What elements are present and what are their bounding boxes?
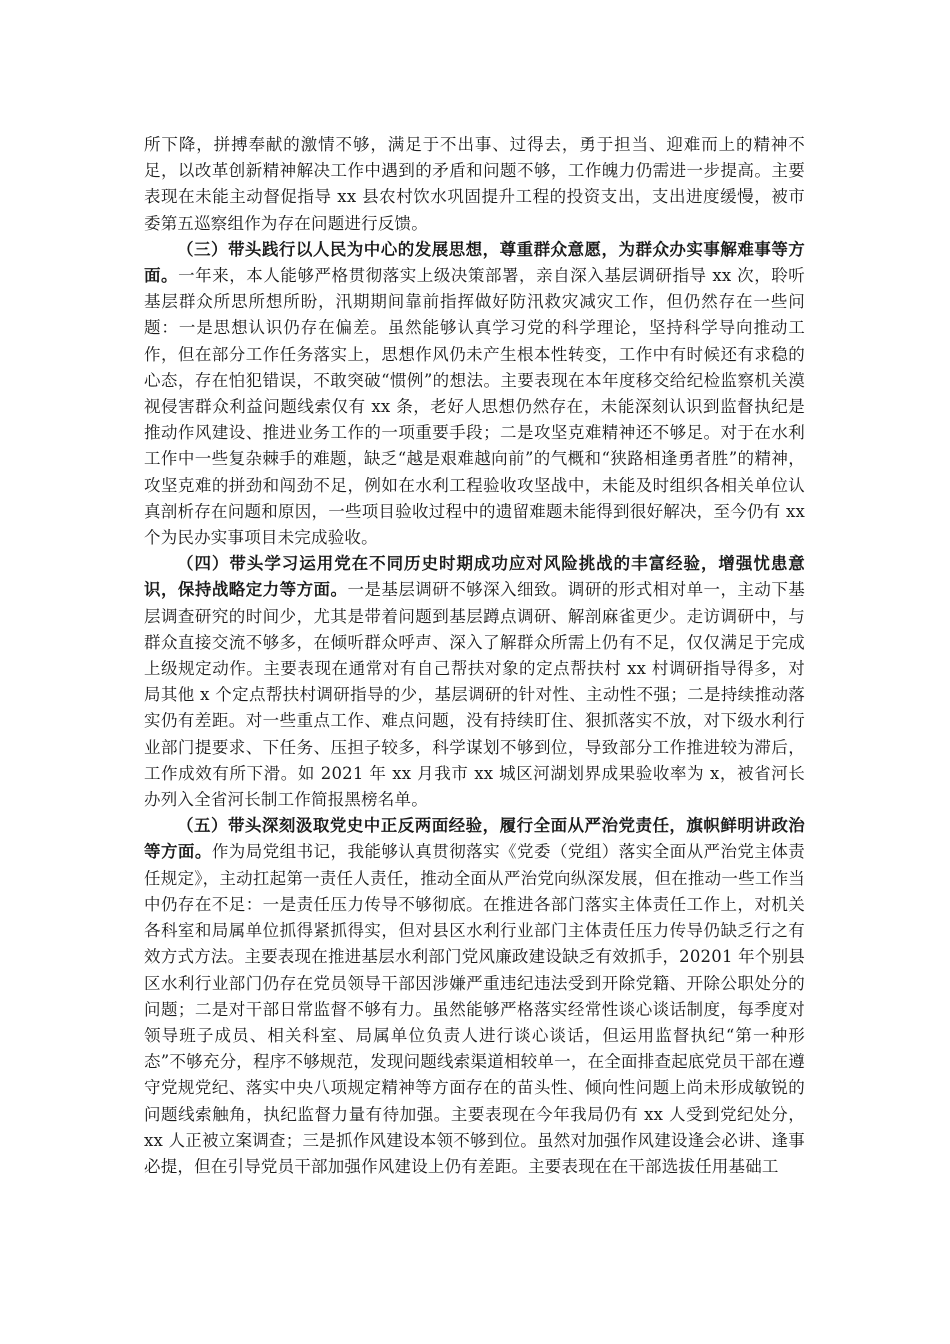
paragraph-text: 一是基层调研不够深入细致。调研的形式相对单一，主动下基层调查研究的时间少，尤其是带着问题到基层蹲点调研、解剖麻雀更少。走访调研中，与群众直接交流不够多，在倾听群众呼声、深入了解群众所需上仍有不足，仅仅满足于完成上级规定动作。主要表现在通常对有自己帮扶对象的定点帮扶村 xx 村调研指导得多，对局其他 x 个定点帮扶村调研指导的少，基层调研的针对性、主动性不强；二是持续推动落实仍有差距。对一些重点工作、难点问题，没有持续盯住、狠抓落实不放，对下级水利行业部门提要求、下任务、压担子较多，科学谋划不够到位，导致部分工作推进较为滞后，工作成效有所下滑。如 2021 年 xx 月我市 xx 城区河湖划界成果验收率为 x，被省河长办列入全省河长制工作简报黑榜名单。 <box>144 580 805 810</box>
paragraph-text: 作为局党组书记，我能够认真贯彻落实《党委（党组）落实全面从严治党主体责任规定》，主动扛起第一责任人责任，推动全面从严治党向纵深发展，但在推动一些工作当中仍存在不足：一是责任压力传导不够彻底。在推进各部门落实主体责任工作上，对机关各科室和局属单位抓得紧抓得实，但对县区水利行业部门主体责任压力传导仍缺乏行之有效方式方法。主要表现在推进基层水利部门党风廉政建设缺乏有效抓手，20201 年个别县区水利行业部门仍存在党员领导干部因涉嫌严重违纪违法受到开除党籍、开除公职处分的问题；二是对干部日常监督不够有力。虽然能够严格落实经常性谈心谈话制度，每季度对领导班子成员、相关科室、局属单位负责人进行谈心谈话，但运用监督执纪“第一种形态”不够充分，程序不够规范，发现问题线索渠道相较单一，在全面排查起底党员干部在遵守党规党纪、落实中央八项规定精神等方面存在的苗头性、倾向性问题上尚未形成敏锐的问题线索触角，执纪监督力量有待加强。主要表现在今年我局仍有 xx 人受到党纪处分，xx 人正被立案调查；三是抓作风建设本领不够到位。虽然对加强作风建设逢会必讲、逢事必提，但在引导党员干部加强作风建设上仍有差距。主要表现在在干部选拔任用基础工 <box>144 842 805 1176</box>
paragraph-section-5 <box>144 813 805 1180</box>
document-body <box>144 132 805 1180</box>
section-heading-4: （四）带头学习运用党在不同历史时期成功应对风险挑战的丰富经验，增强忧患意识，保持战略定力等方面。 <box>144 554 805 600</box>
paragraph-section-4 <box>144 551 805 813</box>
paragraph-text: 所下降，拼搏奉献的激情不够，满足于不出事、过得去，勇于担当、迎难而上的精神不足，以改革创新精神解决工作中遇到的矛盾和问题不够，工作魄力仍需进一步提高。主要表现在未能主动督促指导 xx 县农村饮水巩固提升工程的投资支出，支出进度缓慢，被市委第五巡察组作为存在问题进行反馈。 <box>144 135 805 233</box>
section-heading-5: （五）带头深刻汲取党史中正反两面经验，履行全面从严治党责任，旗帜鲜明讲政治等方面。 <box>144 816 805 862</box>
paragraph-section-3 <box>144 237 805 551</box>
paragraph-continuation <box>144 132 805 237</box>
section-heading-3: （三）带头践行以人民为中心的发展思想，尊重群众意愿，为群众办实事解难事等方面。 <box>144 239 805 286</box>
paragraph-text: 一年来，本人能够严格贯彻落实上级决策部署，亲自深入基层调研指导 xx 次，聆听基层群众所思所想所盼，汛期期间靠前指挥做好防汛救灾减灾工作，但仍然存在一些问题：一是思想认识仍存在偏差。虽然能够认真学习党的科学理论，坚持科学导向推动工作，但在部分工作任务落实上，思想作风仍未产生根本性转变，工作中有时候还有求稳的心态，存在怕犯错误，不敢突破“惯例”的想法。主要表现在本年度移交给纪检监察机关漠视侵害群众利益问题线索仅有 xx 条，老好人思想仍然存在，未能深刻认识到监督执纪是推动作风建设、推进业务工作的一项重要手段；二是攻坚克难精神还不够足。对于在水利工作中一些复杂棘手的难题，缺乏“越是艰难越向前”的气概和“狭路相逢勇者胜”的精神，攻坚克难的拼劲和闯劲不足，例如在水利工程验收攻坚战中，未能及时组织各相关单位认真剖析存在问题和原因，一些项目验收过程中的遗留难题未能得到很好解决，至今仍有 xx 个为民办实事项目未完成验收。 <box>144 266 806 548</box>
